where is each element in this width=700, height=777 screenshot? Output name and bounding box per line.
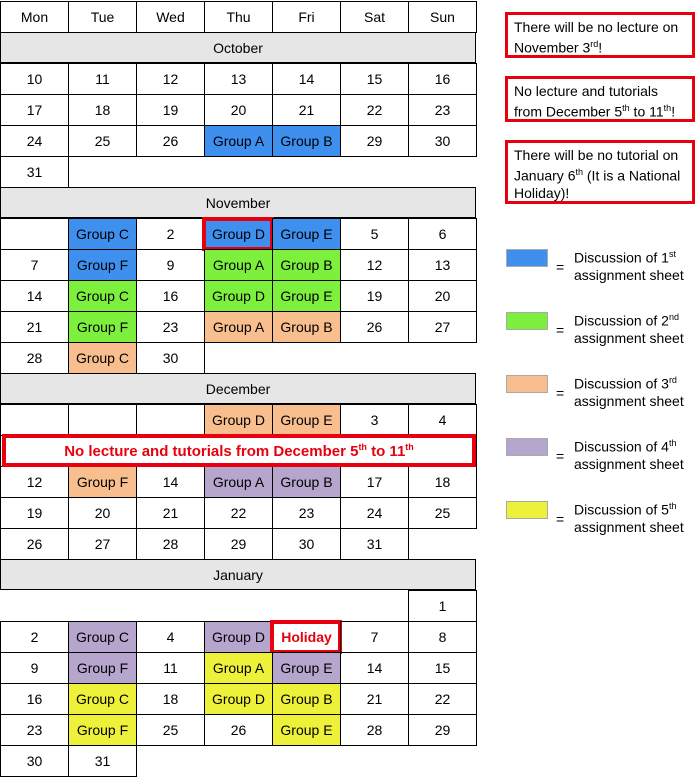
group-cell [68, 311, 137, 343]
legend-label: Discussion of 3rd assignment sheet [574, 375, 684, 409]
legend-swatch [506, 501, 548, 519]
date-cell [136, 621, 205, 653]
cell-text: Group D [212, 629, 265, 645]
cell-text: Group D [212, 691, 265, 707]
cell-text: 11 [95, 71, 110, 87]
cell-text: 27 [434, 319, 451, 335]
cell-text: 28 [366, 722, 383, 738]
cell-text: Group B [280, 133, 333, 149]
cell-text: 28 [162, 536, 179, 552]
date-cell [408, 683, 477, 715]
date-cell [204, 497, 273, 529]
group-cell [68, 714, 137, 746]
date-cell [340, 218, 409, 250]
cell-text: Group B [280, 257, 333, 273]
group-cell [272, 404, 341, 436]
cell-text: 23 [26, 722, 43, 738]
day-header: Tue [68, 1, 137, 33]
cell-text: Group C [76, 629, 129, 645]
cell-text: 16 [162, 288, 179, 304]
date-cell [0, 652, 69, 684]
cell-text: Group F [76, 319, 129, 335]
cell-text: 15 [434, 660, 451, 676]
date-cell [0, 94, 69, 126]
cell-text: 7 [370, 629, 379, 645]
date-cell [0, 621, 69, 653]
cell-text: Group E [280, 226, 333, 242]
cell-text: 24 [26, 133, 43, 149]
cell-text: Group F [76, 257, 129, 273]
cell-text: 23 [298, 505, 315, 521]
date-cell [408, 404, 477, 436]
date-cell [136, 63, 205, 95]
cell-text: 7 [30, 257, 39, 273]
cell-text: Group C [76, 691, 129, 707]
banner-text: No lecture and tutorials from December 5th to 11th [64, 441, 414, 460]
date-cell [136, 466, 205, 498]
date-cell [0, 745, 69, 777]
date-cell [340, 404, 409, 436]
date-cell [0, 404, 69, 436]
date-cell [408, 94, 477, 126]
cell-text: Group A [212, 319, 265, 335]
cell-text: 20 [94, 505, 111, 521]
cell-text: 12 [162, 71, 179, 87]
group-cell [204, 311, 273, 343]
cell-text: 9 [30, 660, 39, 676]
legend-label: Discussion of 4th assignment sheet [574, 438, 684, 472]
cell-text: 8 [438, 629, 447, 645]
note-december: No lecture and tutorials from December 5th to 11th! [505, 76, 695, 122]
group-cell [204, 280, 273, 312]
month-header: January [0, 559, 476, 590]
cell-text: 25 [94, 133, 111, 149]
cell-text: 18 [162, 691, 179, 707]
date-cell [272, 528, 341, 560]
group-cell [204, 249, 273, 281]
cell-text: 25 [162, 722, 179, 738]
cell-text: 21 [162, 505, 179, 521]
cell-text: 19 [162, 102, 179, 118]
date-cell [68, 745, 137, 777]
date-cell [68, 125, 137, 157]
cell-text: 3 [370, 412, 379, 428]
cell-text: 10 [26, 71, 43, 87]
date-cell [68, 497, 137, 529]
cell-text: 14 [366, 660, 383, 676]
legend-swatch [506, 375, 548, 393]
legend-label: Discussion of 2nd assignment sheet [574, 312, 684, 346]
group-cell [204, 404, 273, 436]
group-cell [272, 652, 341, 684]
cell-text: 20 [434, 288, 451, 304]
day-header: Mon [0, 1, 69, 33]
date-cell [0, 280, 69, 312]
date-cell [340, 125, 409, 157]
group-cell [204, 683, 273, 715]
date-cell [0, 342, 69, 374]
date-cell [408, 218, 477, 250]
group-cell [272, 683, 341, 715]
legend-equals: = [556, 385, 565, 401]
note-january: There will be no tutorial on January 6th (It is a National Holiday)! [505, 140, 695, 204]
date-cell [408, 621, 477, 653]
cell-text: Group F [76, 474, 129, 490]
cell-text: 4 [166, 629, 175, 645]
date-cell [340, 714, 409, 746]
date-cell [136, 311, 205, 343]
cell-text: 18 [94, 102, 111, 118]
date-cell [408, 590, 477, 622]
date-cell [0, 218, 69, 250]
date-cell [408, 714, 477, 746]
date-cell [0, 156, 69, 188]
group-cell [68, 218, 137, 250]
date-cell [340, 683, 409, 715]
cell-text: 23 [434, 102, 451, 118]
group-cell [204, 125, 273, 157]
legend-swatch [506, 438, 548, 456]
cell-text: 26 [162, 133, 179, 149]
date-cell [204, 94, 273, 126]
cell-text: 31 [366, 536, 383, 552]
legend-label: Discussion of 1st assignment sheet [574, 249, 684, 283]
date-cell [340, 652, 409, 684]
date-cell [0, 311, 69, 343]
cell-text: 31 [94, 753, 111, 769]
group-cell [272, 125, 341, 157]
cell-text: 26 [230, 722, 247, 738]
cell-text: 16 [434, 71, 451, 87]
cell-text: Group B [280, 319, 333, 335]
cell-text: 22 [230, 505, 247, 521]
cell-text: 25 [434, 505, 451, 521]
cell-text: Group A [212, 133, 265, 149]
date-cell [340, 249, 409, 281]
cell-text: 30 [26, 753, 43, 769]
date-cell [272, 94, 341, 126]
date-cell [408, 652, 477, 684]
cell-text: Group E [280, 660, 333, 676]
date-cell [136, 528, 205, 560]
date-cell [408, 311, 477, 343]
cell-text: 30 [298, 536, 315, 552]
legend-equals: = [556, 322, 565, 338]
date-cell [0, 683, 69, 715]
month-header: December [0, 373, 476, 404]
legend-equals: = [556, 259, 565, 275]
cell-text: 9 [166, 257, 175, 273]
cell-text: 21 [366, 691, 383, 707]
cell-text: Group E [280, 722, 333, 738]
cell-text: 2 [166, 226, 175, 242]
cell-text: Group C [76, 350, 129, 366]
group-cell [68, 652, 137, 684]
group-cell [204, 466, 273, 498]
month-header: November [0, 187, 476, 218]
day-header: Sun [408, 1, 477, 33]
cell-text: Group D [212, 412, 265, 428]
cell-text: 14 [26, 288, 43, 304]
cell-text: 31 [26, 164, 43, 180]
cell-text: 27 [94, 536, 111, 552]
cell-text: 17 [366, 474, 383, 490]
date-cell [0, 714, 69, 746]
group-cell [68, 683, 137, 715]
cell-text: Group D [212, 226, 265, 242]
legend-equals: = [556, 511, 565, 527]
day-header: Wed [136, 1, 205, 33]
cell-text: 26 [366, 319, 383, 335]
group-cell [204, 652, 273, 684]
date-cell [136, 125, 205, 157]
legend-equals: = [556, 448, 565, 464]
date-cell [0, 63, 69, 95]
cell-text: 30 [162, 350, 179, 366]
cell-text: 29 [434, 722, 451, 738]
cell-text: Group B [280, 691, 333, 707]
cell-text: 18 [434, 474, 451, 490]
cell-text: Group F [76, 722, 129, 738]
date-cell [340, 466, 409, 498]
cell-text: 16 [26, 691, 43, 707]
no-lecture-banner [2, 434, 476, 467]
date-cell [340, 497, 409, 529]
date-cell [0, 125, 69, 157]
date-cell [68, 528, 137, 560]
cell-text: 22 [366, 102, 383, 118]
legend-swatch [506, 312, 548, 330]
cell-text: 24 [366, 505, 383, 521]
group-cell [272, 714, 341, 746]
date-cell [136, 218, 205, 250]
note-november: There will be no lecture on November 3rd! [505, 12, 695, 58]
group-cell [68, 466, 137, 498]
cell-text: 19 [366, 288, 383, 304]
date-cell [408, 125, 477, 157]
date-cell [340, 528, 409, 560]
cell-text: Group D [212, 288, 265, 304]
cell-text: 13 [434, 257, 451, 273]
cell-text: 14 [162, 474, 179, 490]
group-cell [272, 218, 341, 250]
highlight-box [270, 620, 342, 654]
cell-text: 29 [230, 536, 247, 552]
cell-text: 13 [230, 71, 247, 87]
date-cell [136, 714, 205, 746]
cell-text: 14 [298, 71, 315, 87]
cell-text: 20 [230, 102, 247, 118]
date-cell [136, 280, 205, 312]
cell-text: 30 [434, 133, 451, 149]
cell-text: 26 [26, 536, 43, 552]
cell-text: 28 [26, 350, 43, 366]
cell-text: 29 [366, 133, 383, 149]
legend-label: Discussion of 5th assignment sheet [574, 501, 684, 535]
date-cell [136, 404, 205, 436]
cell-text: Group A [212, 660, 265, 676]
date-cell [340, 311, 409, 343]
date-cell [340, 94, 409, 126]
cell-text: Group A [212, 474, 265, 490]
date-cell [68, 94, 137, 126]
cell-text: 12 [366, 257, 383, 273]
group-cell [68, 280, 137, 312]
cell-text: 2 [30, 629, 39, 645]
cell-text: 4 [438, 412, 447, 428]
date-cell [0, 249, 69, 281]
date-cell [204, 528, 273, 560]
date-cell [68, 63, 137, 95]
cell-text: 6 [438, 226, 447, 242]
group-cell [272, 311, 341, 343]
cell-text: Group F [76, 660, 129, 676]
date-cell [272, 497, 341, 529]
day-header: Sat [340, 1, 409, 33]
cell-text: Group A [212, 257, 265, 273]
cell-text: 12 [26, 474, 43, 490]
date-cell [136, 683, 205, 715]
date-cell [408, 466, 477, 498]
date-cell [340, 621, 409, 653]
date-cell [136, 94, 205, 126]
cell-text: 21 [26, 319, 43, 335]
cell-text: 21 [298, 102, 315, 118]
month-header: October [0, 32, 476, 63]
cell-text: Group C [76, 288, 129, 304]
cell-text: 11 [163, 660, 178, 676]
date-cell [0, 466, 69, 498]
group-cell [272, 249, 341, 281]
day-header: Fri [272, 1, 341, 33]
date-cell [340, 63, 409, 95]
group-cell [272, 466, 341, 498]
group-cell [272, 280, 341, 312]
group-cell [204, 621, 273, 653]
date-cell [136, 342, 205, 374]
date-cell [204, 63, 273, 95]
group-cell [68, 249, 137, 281]
date-cell [408, 497, 477, 529]
cell-text: Group B [280, 474, 333, 490]
day-header: Thu [204, 1, 273, 33]
date-cell [204, 714, 273, 746]
cell-text: Group C [76, 226, 129, 242]
legend-swatch [506, 249, 548, 267]
date-cell [68, 404, 137, 436]
date-cell [136, 249, 205, 281]
date-cell [0, 528, 69, 560]
group-cell [68, 621, 137, 653]
cell-text: Group E [280, 412, 333, 428]
highlight-box [202, 217, 274, 251]
cell-text: Group E [280, 288, 333, 304]
group-cell [68, 342, 137, 374]
cell-text: 23 [162, 319, 179, 335]
cell-text: 19 [26, 505, 43, 521]
date-cell [408, 63, 477, 95]
cell-text: 17 [26, 102, 43, 118]
cell-text: 5 [370, 226, 379, 242]
date-cell [408, 249, 477, 281]
cell-text: 1 [438, 598, 447, 614]
cell-text: 15 [366, 71, 383, 87]
date-cell [136, 652, 205, 684]
holiday-label: Holiday [281, 629, 332, 645]
date-cell [0, 497, 69, 529]
date-cell [340, 280, 409, 312]
date-cell [408, 280, 477, 312]
date-cell [136, 497, 205, 529]
cell-text: 22 [434, 691, 451, 707]
date-cell [272, 63, 341, 95]
